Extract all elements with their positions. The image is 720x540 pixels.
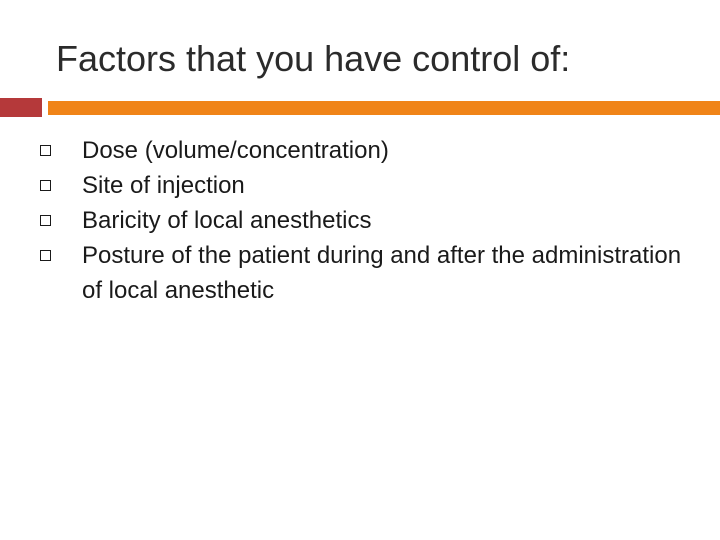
bullet-text: Site of injection — [82, 172, 245, 199]
bullet-item — [40, 168, 700, 203]
hollow-square-icon — [40, 215, 51, 226]
bullet-text: Dose (volume/concentration) — [82, 137, 389, 164]
title-rule-left-block — [0, 98, 42, 117]
title-rule-bar — [48, 101, 720, 115]
bullet-item — [40, 238, 700, 308]
slide-title: Factors that you have control of: — [56, 38, 571, 79]
hollow-square-icon — [40, 250, 51, 261]
hollow-square-icon — [40, 145, 51, 156]
bullet-item — [40, 133, 700, 168]
bullet-list — [40, 133, 700, 308]
bullet-text: Baricity of local anesthetics — [82, 207, 372, 234]
hollow-square-icon — [40, 180, 51, 191]
bullet-item — [40, 203, 700, 238]
bullet-text: Posture of the patient during and after the administration of local anesthetic — [82, 242, 682, 304]
